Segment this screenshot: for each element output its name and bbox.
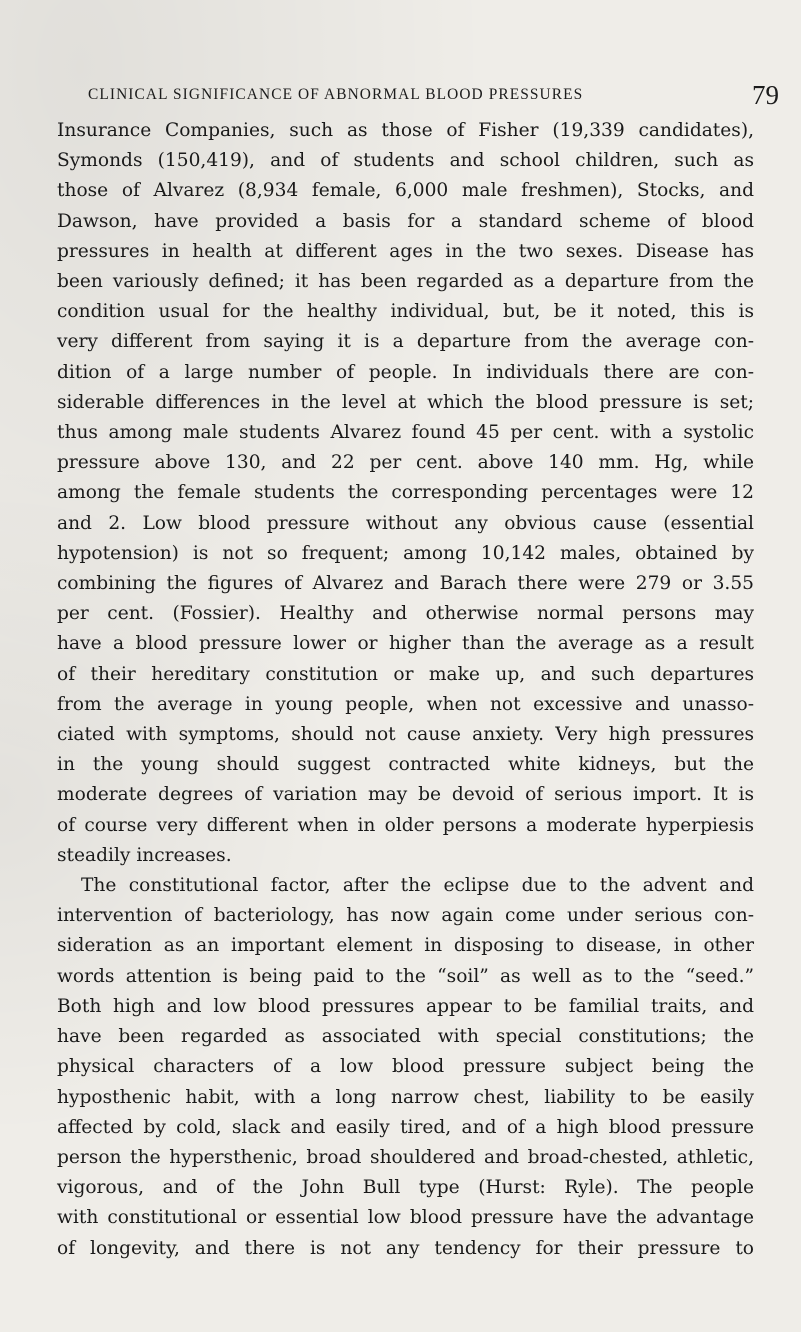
text-line: person the hypersthenic, broad shouldered and broad-chested, athletic, [57,1146,754,1168]
running-head: CLINICAL SIGNIFICANCE OF ABNORMAL BLOOD PRESSURES [88,86,584,103]
text-line: among the female students the corresponding percentages were 12 [57,482,754,504]
text-line: steadily increases. [57,844,232,866]
text-line: pressure above 130, and 22 per cent. above 140 mm. Hg, while [57,452,754,474]
text-line: and 2. Low blood pressure without any obvious cause (essential [57,512,754,534]
text-line: dition of a large number of people. In individuals there are con- [57,361,754,383]
text-line: from the average in young people, when not excessive and unasso- [57,693,754,715]
text-line: of their hereditary constitution or make up, and such departures [57,663,754,685]
text-line: thus among male students Alvarez found 45 per cent. with a systolic [57,422,754,444]
page-number: 79 [752,80,779,110]
body-text [57,116,754,1264]
text-line: Symonds (150,419), and of students and school children, such as [57,150,754,172]
text-line: been variously defined; it has been regarded as a departure from the [57,271,754,293]
text-line: per cent. (Fossier). Healthy and otherwise normal persons may [57,603,754,625]
text-line: moderate degrees of variation may be devoid of serious import. It is [57,784,754,806]
text-line: those of Alvarez (8,934 female, 6,000 male freshmen), Stocks, and [57,180,754,202]
text-line: condition usual for the healthy individual, but, be it noted, this is [57,301,754,323]
text-line: pressures in health at different ages in the two sexes. Disease has [57,240,754,262]
text-line: hyposthenic habit, with a long narrow chest, liability to be easily [57,1086,754,1108]
paragraph-1 [57,116,754,871]
text-line: have a blood pressure lower or higher than the average as a result [57,633,754,655]
text-line: in the young should suggest contracted white kidneys, but the [57,754,754,776]
text-line: of longevity, and there is not any tendency for their pressure to [57,1237,754,1259]
text-line: physical characters of a low blood pressure subject being the [57,1056,754,1078]
text-line: hypotension) is not so frequent; among 10,142 males, obtained by [57,542,754,564]
text-line: affected by cold, slack and easily tired, and of a high blood pressure [57,1116,754,1138]
paragraph-2 [57,871,754,1264]
text-line: of course very different when in older persons a moderate hyperpiesis [57,814,754,836]
text-line: siderable differences in the level at which the blood pressure is set; [57,391,754,413]
text-line: combining the figures of Alvarez and Barach there were 279 or 3.55 [57,573,754,595]
text-line: Insurance Companies, such as those of Fisher (19,339 candidates), [57,120,754,141]
text-line: with constitutional or essential low blood pressure have the advantage [57,1207,754,1229]
text-line: The constitutional factor, after the eclipse due to the advent and [81,875,754,897]
text-line: very different from saying it is a departure from the average con- [57,331,754,353]
text-line: sideration as an important element in disposing to disease, in other [57,935,754,957]
text-line: vigorous, and of the John Bull type (Hurst: Ryle). The people [57,1177,754,1199]
text-line: have been regarded as associated with special constitutions; the [57,1026,754,1048]
text-line: intervention of bacteriology, has now again come under serious con- [57,905,754,927]
text-line: ciated with symptoms, should not cause anxiety. Very high pressures [57,724,754,746]
text-line: Dawson, have provided a basis for a standard scheme of blood [57,210,754,232]
text-line: words attention is being paid to the “soil” as well as to the “seed.” [57,965,754,987]
text-line: Both high and low blood pressures appear to be familial traits, and [57,995,754,1017]
